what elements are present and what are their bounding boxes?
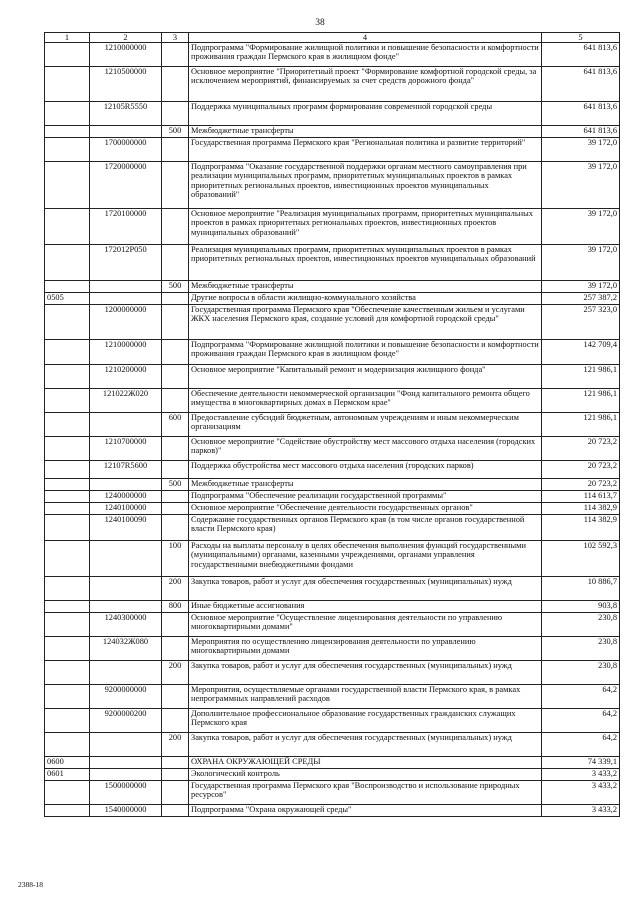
table-row xyxy=(45,709,620,733)
description-cell: Поддержка обустройства мест массового отдыха населения (городских парков) xyxy=(189,461,542,479)
description-cell: Основное мероприятие "Капитальный ремонт и модернизация жилищного фонда" xyxy=(189,365,542,389)
section-code-cell xyxy=(45,340,90,365)
target-article-cell: 1700000000 xyxy=(90,138,162,162)
column-header-3: 3 xyxy=(162,33,189,43)
section-code-cell: 0600 xyxy=(45,757,90,769)
section-code-cell xyxy=(45,413,90,437)
target-article-cell: 1210000000 xyxy=(90,43,162,67)
target-article-cell: 1720100000 xyxy=(90,209,162,245)
target-article-cell: 1210500000 xyxy=(90,67,162,102)
target-article-cell xyxy=(90,577,162,601)
expense-type-cell xyxy=(162,781,189,805)
description-cell: Государственная программа Пермского края "Воспроизводство и использование природных ресурсов" xyxy=(189,781,542,805)
expense-type-cell: 200 xyxy=(162,577,189,601)
amount-cell: 903,8 xyxy=(542,601,620,613)
table-row xyxy=(45,209,620,245)
section-code-cell: 0505 xyxy=(45,293,90,305)
budget-table xyxy=(44,32,620,817)
table-row xyxy=(45,733,620,757)
table-row xyxy=(45,479,620,491)
amount-cell: 641 813,6 xyxy=(542,67,620,102)
description-cell: Подпрограмма "Формирование жилищной политики и повышение безопасности и комфортности проживания граждан Пермского края в жилищном фонде" xyxy=(189,340,542,365)
amount-cell: 641 813,6 xyxy=(542,102,620,126)
description-cell: Подпрограмма "Обеспечение реализации государственной программы" xyxy=(189,491,542,503)
amount-cell: 39 172,0 xyxy=(542,138,620,162)
section-code-cell xyxy=(45,102,90,126)
description-cell: Государственная программа Пермского края "Обеспечение качественным жильем и услугами ЖКХ населения Пермского края, создание условий для комфортной городской среды" xyxy=(189,305,542,340)
target-article-cell xyxy=(90,661,162,685)
table-row xyxy=(45,601,620,613)
table-row xyxy=(45,685,620,709)
target-article-cell: 12105R5550 xyxy=(90,102,162,126)
expense-type-cell xyxy=(162,637,189,661)
section-code-cell xyxy=(45,805,90,817)
target-article-cell: 9200000200 xyxy=(90,709,162,733)
section-code-cell xyxy=(45,162,90,209)
section-code-cell xyxy=(45,709,90,733)
description-cell: Иные бюджетные ассигнования xyxy=(189,601,542,613)
target-article-cell: 1500000000 xyxy=(90,781,162,805)
expense-type-cell xyxy=(162,365,189,389)
description-cell: Межбюджетные трансферты xyxy=(189,479,542,491)
target-article-cell: 1200000000 xyxy=(90,305,162,340)
expense-type-cell xyxy=(162,491,189,503)
description-cell: Другие вопросы в области жилищно-коммунального хозяйства xyxy=(189,293,542,305)
expense-type-cell xyxy=(162,209,189,245)
column-header-2: 2 xyxy=(90,33,162,43)
expense-type-cell xyxy=(162,162,189,209)
description-cell: Обеспечение деятельности некоммерческой организации "Фонд капитального ремонта общего имущества в многоквартирных домах в Пермском крае" xyxy=(189,389,542,413)
table-row xyxy=(45,515,620,541)
expense-type-cell xyxy=(162,102,189,126)
target-article-cell: 1210200000 xyxy=(90,365,162,389)
target-article-cell xyxy=(90,733,162,757)
expense-type-cell: 200 xyxy=(162,661,189,685)
amount-cell: 257 323,0 xyxy=(542,305,620,340)
target-article-cell: 124032Ж080 xyxy=(90,637,162,661)
table-row xyxy=(45,43,620,67)
description-cell: Дополнительное профессиональное образование государственных гражданских служащих Пермского края xyxy=(189,709,542,733)
description-cell: Содержание государственных органов Пермского края (в том числе органов государственной власти Пермского края) xyxy=(189,515,542,541)
target-article-cell xyxy=(90,769,162,781)
amount-cell: 114 613,7 xyxy=(542,491,620,503)
page-number: 38 xyxy=(315,18,325,28)
amount-cell: 114 382,9 xyxy=(542,515,620,541)
target-article-cell xyxy=(90,757,162,769)
amount-cell: 102 592,3 xyxy=(542,541,620,577)
section-code-cell xyxy=(45,126,90,138)
target-article-cell: 172012Р050 xyxy=(90,245,162,281)
description-cell: Основное мероприятие "Приоритетный проект "Формирование комфортной городской среды, за исключением мероприятий, финансируемых за счет средств дорожного фонда" xyxy=(189,67,542,102)
amount-cell: 20 723,2 xyxy=(542,437,620,461)
section-code-cell xyxy=(45,305,90,340)
expense-type-cell xyxy=(162,757,189,769)
expense-type-cell xyxy=(162,340,189,365)
table-row xyxy=(45,461,620,479)
table-row xyxy=(45,162,620,209)
section-code-cell xyxy=(45,541,90,577)
section-code-cell xyxy=(45,43,90,67)
table-row xyxy=(45,661,620,685)
expense-type-cell xyxy=(162,305,189,340)
amount-cell: 3 433,2 xyxy=(542,769,620,781)
section-code-cell xyxy=(45,685,90,709)
table-row xyxy=(45,138,620,162)
amount-cell: 64,2 xyxy=(542,733,620,757)
amount-cell: 20 723,2 xyxy=(542,461,620,479)
table-row xyxy=(45,389,620,413)
table-row xyxy=(45,437,620,461)
section-code-cell xyxy=(45,503,90,515)
description-cell: Мероприятия по осуществлению лицензирования деятельности по управлению многоквартирными домами xyxy=(189,637,542,661)
amount-cell: 64,2 xyxy=(542,685,620,709)
description-cell: Подпрограмма "Формирование жилищной политики и повышение безопасности и комфортности проживания граждан Пермского края в жилищном фонде" xyxy=(189,43,542,67)
description-cell: Закупка товаров, работ и услуг для обеспечения государственных (муниципальных) нужд xyxy=(189,661,542,685)
amount-cell: 641 813,6 xyxy=(542,43,620,67)
target-article-cell: 121022Ж020 xyxy=(90,389,162,413)
column-number-row xyxy=(45,33,620,43)
section-code-cell xyxy=(45,601,90,613)
section-code-cell xyxy=(45,245,90,281)
section-code-cell xyxy=(45,491,90,503)
table-row xyxy=(45,340,620,365)
expense-type-cell xyxy=(162,43,189,67)
table-row xyxy=(45,757,620,769)
section-code-cell xyxy=(45,389,90,413)
table-row xyxy=(45,126,620,138)
expense-type-cell xyxy=(162,389,189,413)
table-row xyxy=(45,541,620,577)
section-code-cell xyxy=(45,577,90,601)
amount-cell: 74 339,1 xyxy=(542,757,620,769)
table-row xyxy=(45,637,620,661)
table-row xyxy=(45,281,620,293)
target-article-cell: 1240100000 xyxy=(90,503,162,515)
description-cell: Поддержка муниципальных программ формирования современной городской среды xyxy=(189,102,542,126)
expense-type-cell: 600 xyxy=(162,413,189,437)
description-cell: Реализация муниципальных программ, приоритетных муниципальных проектов в рамках приоритетных региональных проектов, инвестиционных проектов муниципальных образований xyxy=(189,245,542,281)
table-row xyxy=(45,613,620,637)
amount-cell: 3 433,2 xyxy=(542,781,620,805)
section-code-cell xyxy=(45,281,90,293)
amount-cell: 3 433,2 xyxy=(542,805,620,817)
table-row xyxy=(45,781,620,805)
table-row xyxy=(45,413,620,437)
amount-cell: 142 709,4 xyxy=(542,340,620,365)
section-code-cell xyxy=(45,365,90,389)
expense-type-cell xyxy=(162,67,189,102)
description-cell: Основное мероприятие "Осуществление лицензирования деятельности по управлению многоквартирными домами" xyxy=(189,613,542,637)
target-article-cell xyxy=(90,479,162,491)
expense-type-cell: 500 xyxy=(162,281,189,293)
expense-type-cell xyxy=(162,138,189,162)
section-code-cell xyxy=(45,479,90,491)
expense-type-cell xyxy=(162,437,189,461)
expense-type-cell xyxy=(162,461,189,479)
description-cell: Подпрограмма "Охрана окружающей среды" xyxy=(189,805,542,817)
description-cell: Мероприятия, осуществляемые органами государственной власти Пермского края, в рамках непрограммных направлений расходов xyxy=(189,685,542,709)
description-cell: Закупка товаров, работ и услуг для обеспечения государственных (муниципальных) нужд xyxy=(189,577,542,601)
target-article-cell: 9200000000 xyxy=(90,685,162,709)
column-header-4: 4 xyxy=(189,33,542,43)
description-cell: Экологический контроль xyxy=(189,769,542,781)
section-code-cell xyxy=(45,661,90,685)
expense-type-cell xyxy=(162,685,189,709)
amount-cell: 121 986,1 xyxy=(542,389,620,413)
target-article-cell xyxy=(90,126,162,138)
table-row xyxy=(45,245,620,281)
expense-type-cell: 800 xyxy=(162,601,189,613)
expense-type-cell xyxy=(162,709,189,733)
table-row xyxy=(45,769,620,781)
section-code-cell xyxy=(45,613,90,637)
expense-type-cell xyxy=(162,245,189,281)
amount-cell: 230,8 xyxy=(542,637,620,661)
amount-cell: 64,2 xyxy=(542,709,620,733)
section-code-cell xyxy=(45,138,90,162)
amount-cell: 10 886,7 xyxy=(542,577,620,601)
target-article-cell: 1240300000 xyxy=(90,613,162,637)
amount-cell: 121 986,1 xyxy=(542,365,620,389)
expense-type-cell: 500 xyxy=(162,479,189,491)
target-article-cell: 1210700000 xyxy=(90,437,162,461)
expense-type-cell: 100 xyxy=(162,541,189,577)
expense-type-cell xyxy=(162,515,189,541)
section-code-cell xyxy=(45,733,90,757)
target-article-cell: 12107R5600 xyxy=(90,461,162,479)
amount-cell: 39 172,0 xyxy=(542,209,620,245)
amount-cell: 114 382,9 xyxy=(542,503,620,515)
target-article-cell: 1540000000 xyxy=(90,805,162,817)
description-cell: Закупка товаров, работ и услуг для обеспечения государственных (муниципальных) нужд xyxy=(189,733,542,757)
table-row xyxy=(45,491,620,503)
document-code: 2388-18 xyxy=(18,880,43,889)
amount-cell: 121 986,1 xyxy=(542,413,620,437)
expense-type-cell xyxy=(162,613,189,637)
amount-cell: 230,8 xyxy=(542,613,620,637)
column-header-5: 5 xyxy=(542,33,620,43)
section-code-cell xyxy=(45,437,90,461)
target-article-cell: 1240000000 xyxy=(90,491,162,503)
section-code-cell xyxy=(45,637,90,661)
target-article-cell xyxy=(90,293,162,305)
table-row xyxy=(45,805,620,817)
column-header-1: 1 xyxy=(45,33,90,43)
amount-cell: 39 172,0 xyxy=(542,281,620,293)
amount-cell: 39 172,0 xyxy=(542,245,620,281)
table-row xyxy=(45,67,620,102)
table-row xyxy=(45,577,620,601)
description-cell: Предоставление субсидий бюджетным, автономным учреждениям и иным некоммерческим организациям xyxy=(189,413,542,437)
section-code-cell xyxy=(45,781,90,805)
target-article-cell xyxy=(90,281,162,293)
description-cell: Основное мероприятие "Содействие обустройству мест массового отдыха населения (городских парков)" xyxy=(189,437,542,461)
target-article-cell: 1210000000 xyxy=(90,340,162,365)
expense-type-cell xyxy=(162,769,189,781)
section-code-cell xyxy=(45,515,90,541)
expense-type-cell xyxy=(162,293,189,305)
description-cell: Расходы на выплаты персоналу в целях обеспечения выполнения функций государственными (муниципальными) органами, казенными учреждениями, органами управления государственными внебюджетными фондами xyxy=(189,541,542,577)
section-code-cell: 0601 xyxy=(45,769,90,781)
amount-cell: 641 813,6 xyxy=(542,126,620,138)
expense-type-cell xyxy=(162,805,189,817)
table-row xyxy=(45,293,620,305)
target-article-cell: 1240100090 xyxy=(90,515,162,541)
table-row xyxy=(45,305,620,340)
expense-type-cell: 500 xyxy=(162,126,189,138)
table-row xyxy=(45,102,620,126)
description-cell: Основное мероприятие "Обеспечение деятельности государственных органов" xyxy=(189,503,542,515)
target-article-cell xyxy=(90,601,162,613)
section-code-cell xyxy=(45,209,90,245)
amount-cell: 20 723,2 xyxy=(542,479,620,491)
expense-type-cell: 200 xyxy=(162,733,189,757)
description-cell: Подпрограмма "Оказание государственной поддержки органам местного самоуправления при реализации муниципальных программ, приоритетных муниципальных проектов в рамках приоритетных региональных проектов, инвестиционных проектов муниципальных образований" xyxy=(189,162,542,209)
target-article-cell xyxy=(90,413,162,437)
description-cell: Межбюджетные трансферты xyxy=(189,126,542,138)
description-cell: Межбюджетные трансферты xyxy=(189,281,542,293)
target-article-cell xyxy=(90,541,162,577)
description-cell: Основное мероприятие "Реализация муниципальных программ, приоритетных муниципальных проектов в рамках приоритетных региональных проектов, инвестиционных проектов муниципальных образований" xyxy=(189,209,542,245)
section-code-cell xyxy=(45,461,90,479)
amount-cell: 257 387,2 xyxy=(542,293,620,305)
description-cell: ОХРАНА ОКРУЖАЮЩЕЙ СРЕДЫ xyxy=(189,757,542,769)
amount-cell: 230,8 xyxy=(542,661,620,685)
table-row xyxy=(45,503,620,515)
expense-type-cell xyxy=(162,503,189,515)
description-cell: Государственная программа Пермского края "Региональная политика и развитие территорий" xyxy=(189,138,542,162)
amount-cell: 39 172,0 xyxy=(542,162,620,209)
table-row xyxy=(45,365,620,389)
target-article-cell: 1720000000 xyxy=(90,162,162,209)
section-code-cell xyxy=(45,67,90,102)
